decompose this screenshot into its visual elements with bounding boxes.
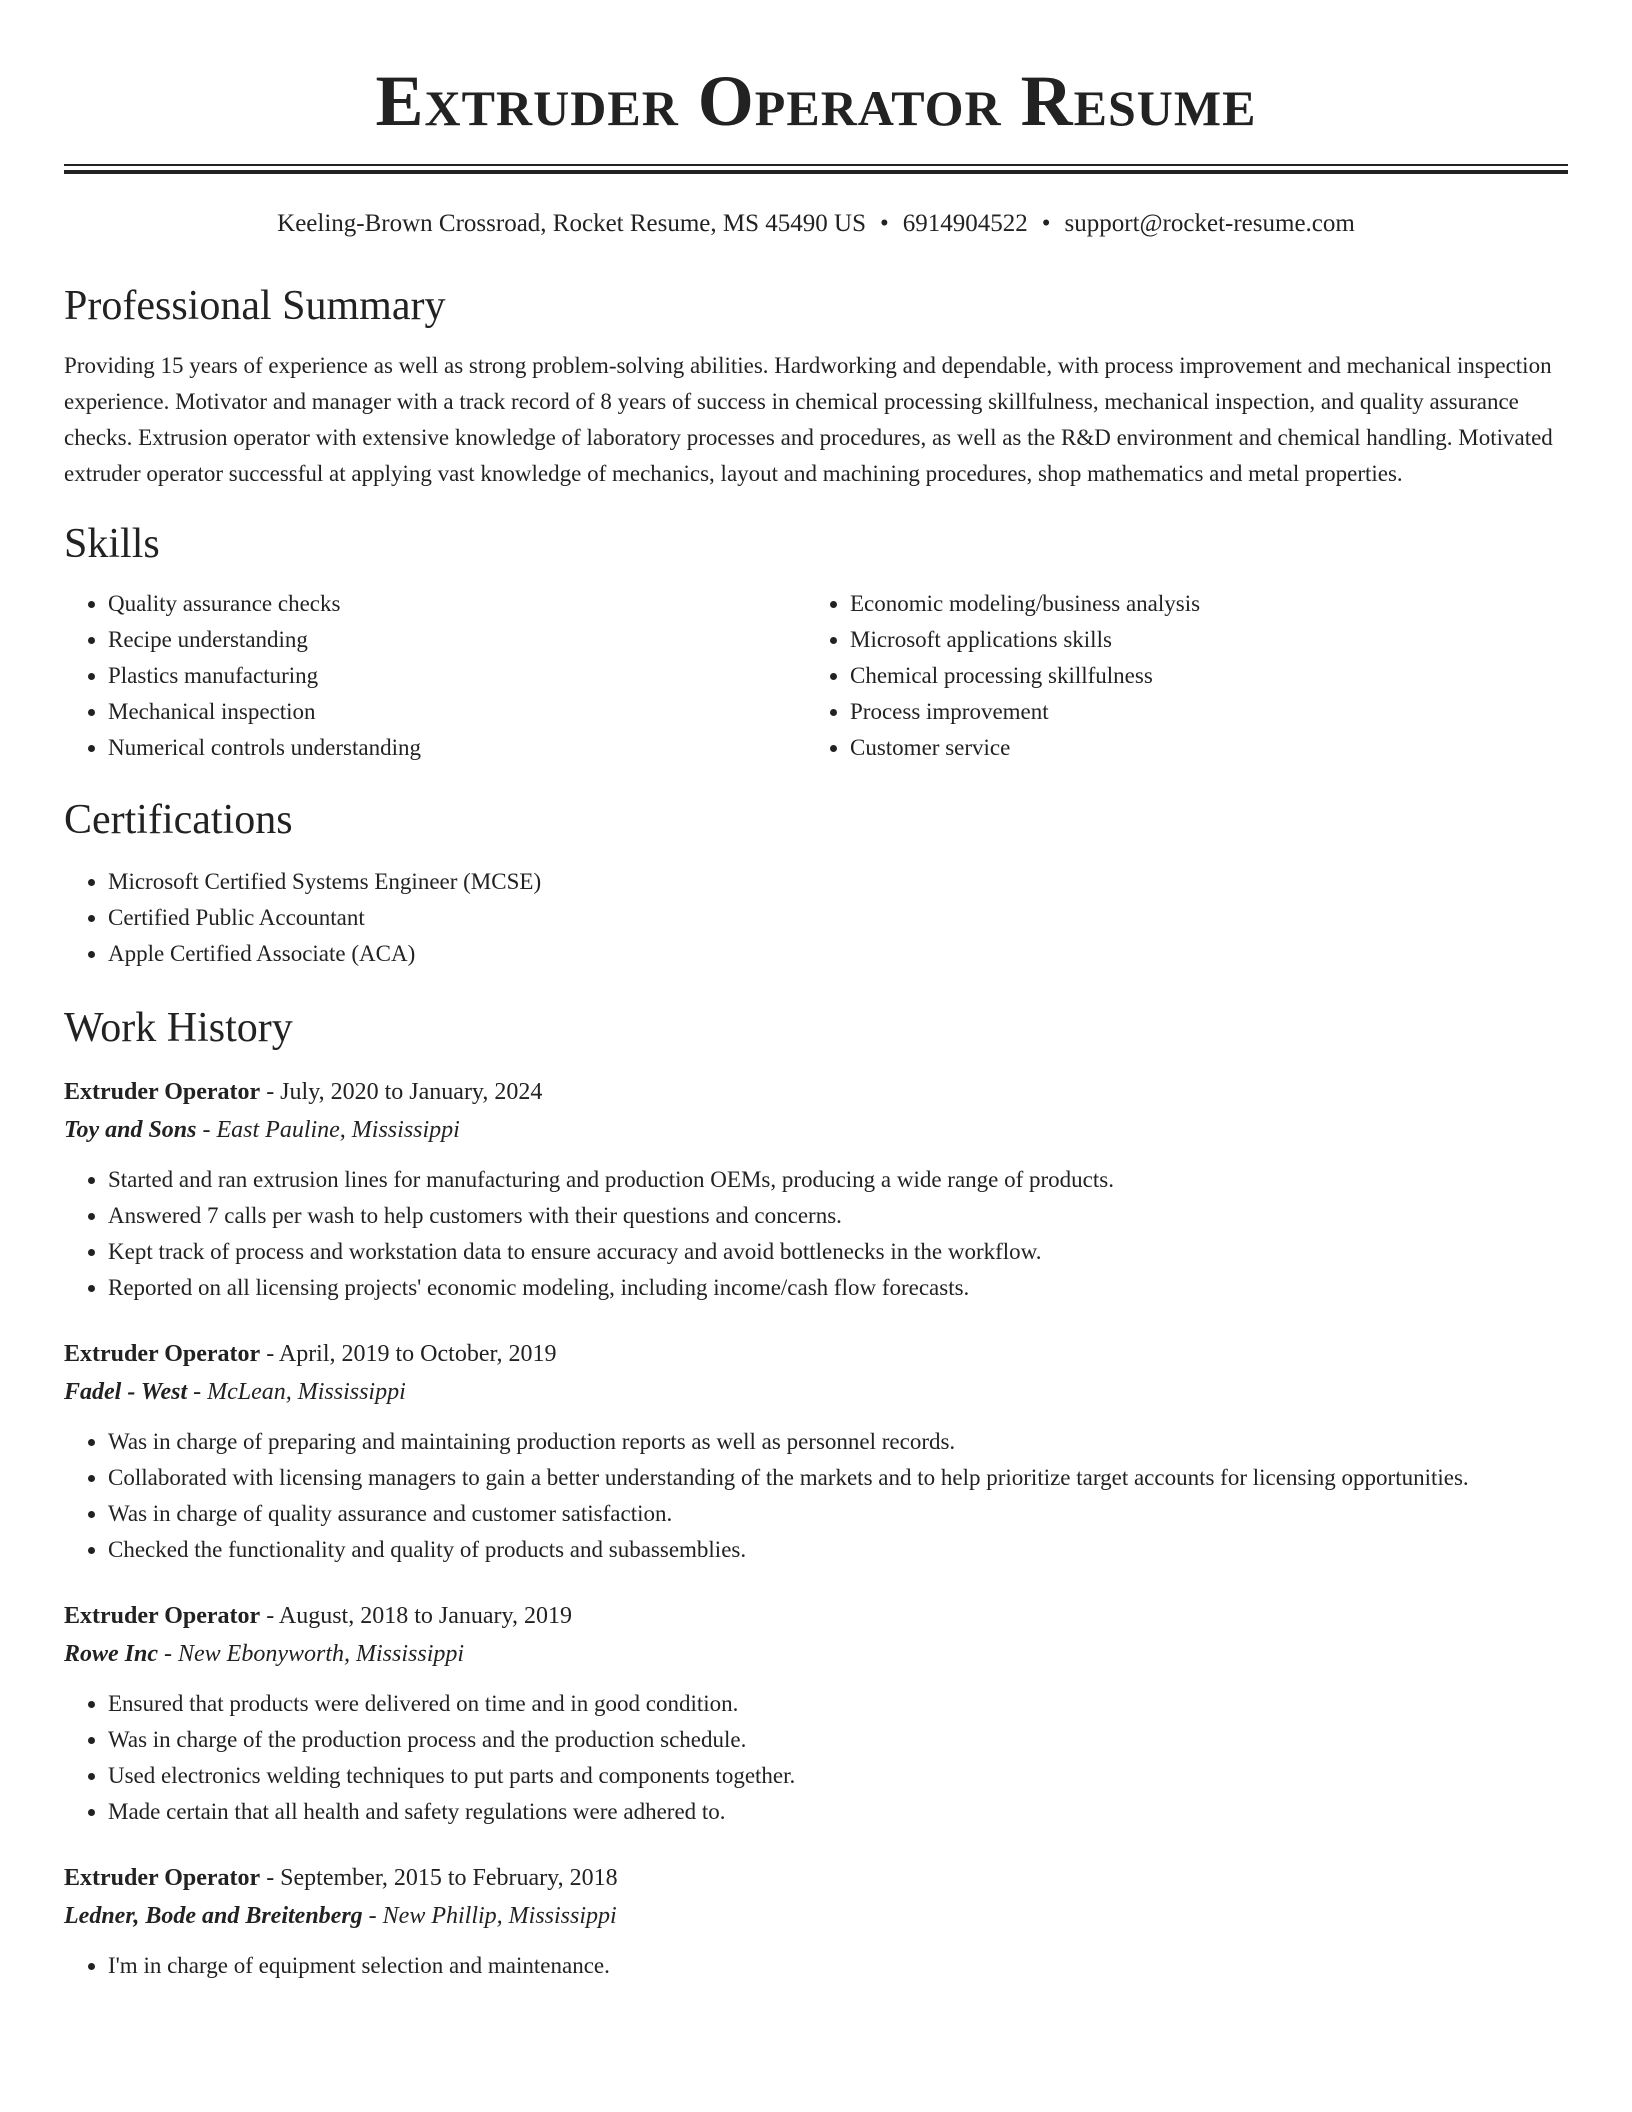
summary-heading: Professional Summary xyxy=(64,283,446,329)
summary-text: Providing 15 years of experience as well as strong problem-solving abilities. Hardworking and dependable, with process improvement and mechanical inspection experience. Motivator and manager with a track record of 8 years of success in chemical processing skillfulness, mechanical inspection, and quality assurance checks. Extrusion operator with extensive knowledge of laboratory processes and procedures, as well as the R&D environment and chemical handling. Motivated extruder operator successful at applying vast knowledge of mechanics, layout and machining procedures, shop mathematics and metal properties. xyxy=(64,353,1553,486)
job-duty-item: • Ensured that products were delivered on time and in good condition. xyxy=(108,1686,1568,1722)
skills-column-right xyxy=(806,586,1548,766)
certification-item: • Microsoft Certified Systems Engineer (MCSE) xyxy=(108,864,1568,900)
job-duty-item: • Reported on all licensing projects' economic modeling, including income/cash flow forecasts. xyxy=(108,1270,1568,1306)
job-title: Extruder Operator xyxy=(64,1865,261,1891)
skill-item: • Economic modeling/business analysis xyxy=(850,586,1548,622)
job-location: - New Ebonyworth, Mississippi xyxy=(158,1641,465,1667)
job-duty-item: • Was in charge of preparing and maintaining production reports as well as personnel records. xyxy=(108,1424,1568,1460)
job-duty-item: • Collaborated with licensing managers to gain a better understanding of the markets and to help prioritize target accounts for licensing opportunities. xyxy=(108,1460,1568,1496)
skill-item: • Mechanical inspection xyxy=(108,694,806,730)
skill-item: • Quality assurance checks xyxy=(108,586,806,622)
work-history-heading: Work History xyxy=(64,1005,293,1051)
job-dates: - August, 2018 to January, 2019 xyxy=(260,1603,572,1629)
certifications-list xyxy=(64,864,1568,972)
job-company: Ledner, Bode and Breitenberg xyxy=(64,1903,363,1929)
job-entry xyxy=(64,1074,1568,1306)
job-location: - East Pauline, Mississippi xyxy=(196,1117,460,1143)
job-duty-item: • Was in charge of quality assurance and customer satisfaction. xyxy=(108,1496,1568,1532)
skill-item: • Process improvement xyxy=(850,694,1548,730)
job-header xyxy=(64,1598,1568,1634)
job-company: Rowe Inc xyxy=(64,1641,159,1667)
skills-column-left xyxy=(64,586,806,766)
contact-email: support@rocket-resume.com xyxy=(1064,210,1355,237)
job-duty-item: • I'm in charge of equipment selection and maintenance. xyxy=(108,1948,1568,1984)
contact-address: Keeling-Brown Crossroad, Rocket Resume, MS 45490 US xyxy=(277,210,866,237)
certifications-section xyxy=(64,794,1568,972)
certification-item: • Certified Public Accountant xyxy=(108,900,1568,936)
contact-separator: • xyxy=(880,210,889,237)
skill-item: • Chemical processing skillfulness xyxy=(850,658,1548,694)
job-duty-item: • Used electronics welding techniques to put parts and components together. xyxy=(108,1758,1568,1794)
skill-item: • Plastics manufacturing xyxy=(108,658,806,694)
job-location: - McLean, Mississippi xyxy=(187,1379,406,1405)
contact-line xyxy=(64,208,1568,240)
job-employer xyxy=(64,1110,1568,1150)
job-employer xyxy=(64,1634,1568,1674)
job-duties xyxy=(64,1162,1568,1306)
job-duties xyxy=(64,1948,1568,1984)
job-entry xyxy=(64,1860,1568,1984)
job-company: Fadel - West xyxy=(64,1379,188,1405)
contact-phone: 6914904522 xyxy=(902,210,1028,237)
title-divider xyxy=(64,164,1568,174)
job-duty-item: • Started and ran extrusion lines for manufacturing and production OEMs, producing a wide range of products. xyxy=(108,1162,1568,1198)
job-dates: - September, 2015 to February, 2018 xyxy=(260,1865,618,1891)
job-duty-item: • Was in charge of the production process and the production schedule. xyxy=(108,1722,1568,1758)
job-employer xyxy=(64,1896,1568,1936)
job-company: Toy and Sons xyxy=(64,1117,197,1143)
job-duty-item: • Kept track of process and workstation data to ensure accuracy and avoid bottlenecks in the workflow. xyxy=(108,1234,1568,1270)
job-header xyxy=(64,1336,1568,1372)
job-dates: - April, 2019 to October, 2019 xyxy=(260,1341,557,1367)
job-entry xyxy=(64,1598,1568,1830)
skills-list-right xyxy=(806,586,1548,766)
job-title: Extruder Operator xyxy=(64,1079,261,1105)
skill-item: • Customer service xyxy=(850,730,1548,766)
job-duties xyxy=(64,1686,1568,1830)
skill-item: • Numerical controls understanding xyxy=(108,730,806,766)
skills-list-left xyxy=(64,586,806,766)
summary-section xyxy=(64,280,1568,492)
job-header xyxy=(64,1860,1568,1896)
job-duty-item: • Answered 7 calls per wash to help customers with their questions and concerns. xyxy=(108,1198,1568,1234)
job-duties xyxy=(64,1424,1568,1568)
work-history-section xyxy=(64,1002,1568,1984)
skills-columns xyxy=(64,586,1568,766)
job-duty-item: • Made certain that all health and safety regulations were adhered to. xyxy=(108,1794,1568,1830)
job-title: Extruder Operator xyxy=(64,1603,261,1629)
job-employer xyxy=(64,1372,1568,1412)
certifications-heading: Certifications xyxy=(64,797,293,843)
certification-item: • Apple Certified Associate (ACA) xyxy=(108,936,1568,972)
job-location: - New Phillip, Mississippi xyxy=(362,1903,617,1929)
job-header xyxy=(64,1074,1568,1110)
skill-item: • Microsoft applications skills xyxy=(850,622,1548,658)
skill-item: • Recipe understanding xyxy=(108,622,806,658)
job-entry xyxy=(64,1336,1568,1568)
skills-section xyxy=(64,518,1568,766)
job-duty-item: • Checked the functionality and quality of products and subassemblies. xyxy=(108,1532,1568,1568)
skills-heading: Skills xyxy=(64,521,160,567)
job-title: Extruder Operator xyxy=(64,1341,261,1367)
contact-separator: • xyxy=(1041,210,1051,237)
job-dates: - July, 2020 to January, 2024 xyxy=(260,1079,543,1105)
page-title: Extruder Operator Resume xyxy=(375,61,1257,141)
